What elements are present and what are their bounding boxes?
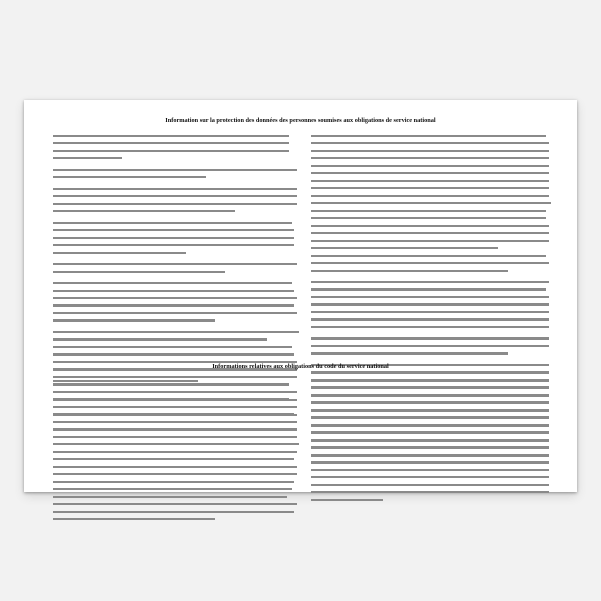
text-ink (311, 476, 549, 478)
text-ink (53, 150, 289, 152)
text-line (311, 165, 551, 171)
text-line (311, 281, 551, 287)
text-line (311, 432, 551, 438)
text-line (53, 304, 299, 310)
text-line (311, 195, 551, 201)
text-line (311, 240, 551, 246)
text-line (53, 244, 299, 250)
text-line (311, 337, 551, 343)
text-ink (311, 425, 549, 427)
text-ink (53, 244, 294, 246)
text-line (53, 338, 299, 344)
text-line (311, 225, 551, 231)
text-line (53, 473, 299, 479)
text-ink (53, 488, 292, 490)
text-ink (53, 511, 294, 513)
text-ink (311, 462, 549, 464)
text-ink (53, 210, 235, 212)
text-ink (53, 169, 297, 171)
paragraph-gap (53, 325, 299, 329)
text-line (53, 391, 299, 397)
text-line (311, 202, 551, 208)
text-line (53, 451, 299, 457)
text-ink (311, 410, 549, 412)
text-line (53, 142, 299, 148)
paragraph-gap (311, 358, 551, 362)
text-line (53, 429, 299, 435)
text-line (311, 455, 551, 461)
text-line (53, 203, 299, 209)
text-ink (53, 252, 186, 254)
text-line (53, 481, 299, 487)
text-ink (53, 518, 215, 520)
text-ink (311, 142, 549, 144)
upper-left-column (53, 133, 299, 524)
text-line (311, 255, 551, 261)
text-line (53, 237, 299, 243)
text-ink (311, 157, 549, 159)
text-line (53, 518, 299, 524)
text-line (53, 406, 299, 412)
text-ink (311, 402, 549, 404)
text-ink (311, 326, 549, 328)
text-line (53, 353, 299, 359)
text-line (53, 150, 299, 156)
text-ink (311, 195, 549, 197)
text-ink (311, 296, 549, 298)
text-ink (311, 432, 549, 434)
text-ink (53, 458, 294, 460)
text-ink (53, 312, 297, 314)
text-line (53, 346, 299, 352)
text-ink (53, 229, 294, 231)
text-ink (311, 262, 549, 264)
text-ink (53, 421, 297, 423)
text-ink (311, 210, 546, 212)
text-line (311, 402, 551, 408)
text-line (311, 476, 551, 482)
text-ink (53, 176, 206, 178)
text-ink (311, 232, 549, 234)
text-ink (311, 270, 508, 272)
text-line (311, 469, 551, 475)
text-ink (311, 303, 549, 305)
text-ink (311, 387, 549, 389)
text-line (311, 371, 551, 377)
text-line (311, 311, 551, 317)
text-line (53, 297, 299, 303)
text-ink (311, 491, 549, 493)
text-ink (53, 391, 297, 393)
text-line (53, 222, 299, 228)
paragraph-gap (53, 163, 299, 167)
paragraph-gap (53, 216, 299, 220)
text-line (311, 232, 551, 238)
paragraph-gap (53, 385, 299, 389)
text-ink (53, 271, 225, 273)
text-ink (53, 414, 297, 416)
text-line (53, 466, 299, 472)
text-ink (311, 417, 549, 419)
text-ink (311, 240, 549, 242)
document-page (24, 100, 577, 492)
text-line (311, 262, 551, 268)
text-ink (53, 466, 297, 468)
text-ink (53, 346, 292, 348)
text-ink (53, 290, 294, 292)
text-line (311, 499, 551, 505)
text-line (53, 188, 299, 194)
text-ink (311, 187, 549, 189)
text-line (311, 172, 551, 178)
text-line (311, 417, 551, 423)
text-line (311, 491, 551, 497)
text-line (311, 217, 551, 223)
text-ink (53, 195, 297, 197)
text-line (311, 410, 551, 416)
text-ink (311, 311, 549, 313)
text-ink (53, 188, 297, 190)
text-line (53, 331, 299, 337)
paragraph-gap (53, 276, 299, 280)
text-ink (53, 406, 297, 408)
text-ink (53, 135, 289, 137)
text-ink (311, 202, 551, 204)
text-ink (53, 142, 289, 144)
text-line (311, 150, 551, 156)
text-line (53, 312, 299, 318)
text-line (311, 380, 551, 386)
text-ink (311, 247, 498, 249)
text-line (53, 443, 299, 449)
lower-right-column (311, 378, 551, 468)
text-ink (311, 337, 549, 339)
text-ink (53, 304, 294, 306)
text-ink (53, 503, 297, 505)
text-ink (53, 203, 297, 205)
text-ink (311, 469, 549, 471)
text-ink (311, 352, 508, 354)
text-ink (311, 217, 546, 219)
text-ink (311, 440, 549, 442)
text-ink (53, 338, 267, 340)
text-line (53, 436, 299, 442)
text-line (311, 462, 551, 468)
text-line (53, 290, 299, 296)
text-ink (311, 165, 549, 167)
text-line (311, 210, 551, 216)
text-ink (311, 318, 549, 320)
text-line (311, 180, 551, 186)
text-ink (311, 255, 546, 257)
text-ink (311, 484, 549, 486)
text-line (53, 263, 299, 269)
text-line (53, 169, 299, 175)
text-line (311, 447, 551, 453)
text-line (53, 511, 299, 517)
text-line (53, 488, 299, 494)
text-line (311, 345, 551, 351)
paragraph-gap (311, 275, 551, 279)
text-line (53, 399, 299, 405)
text-ink (53, 331, 299, 333)
text-ink (311, 135, 546, 137)
section-title-service-obligations: Informations relatives aux obligations du code du service national (212, 363, 389, 370)
text-ink (311, 455, 549, 457)
text-ink (53, 451, 297, 453)
text-ink (53, 380, 198, 382)
text-ink (311, 345, 549, 347)
text-ink (311, 447, 549, 449)
text-ink (53, 319, 215, 321)
section-title-data-protection: Information sur la protection des données des personnes soumises aux obligations de service national (165, 117, 436, 124)
text-ink (53, 429, 297, 431)
text-ink (311, 225, 549, 227)
text-line (311, 395, 551, 401)
text-ink (311, 380, 549, 382)
text-line (53, 496, 299, 502)
text-line (311, 135, 551, 141)
paragraph-gap (53, 257, 299, 261)
text-line (53, 282, 299, 288)
text-ink (311, 150, 549, 152)
text-ink (53, 263, 297, 265)
text-ink (311, 281, 549, 283)
text-ink (53, 282, 292, 284)
text-line (311, 247, 551, 253)
text-ink (53, 481, 294, 483)
text-ink (53, 353, 294, 355)
text-ink (53, 157, 122, 159)
text-line (53, 135, 299, 141)
text-line (311, 440, 551, 446)
text-line (311, 425, 551, 431)
text-line (53, 229, 299, 235)
text-line (311, 296, 551, 302)
text-line (311, 288, 551, 294)
paragraph-gap (53, 182, 299, 186)
text-ink (311, 288, 546, 290)
text-ink (311, 395, 549, 397)
text-ink (53, 399, 297, 401)
text-ink (53, 297, 297, 299)
lower-left-column (53, 378, 299, 434)
text-line (311, 387, 551, 393)
text-ink (53, 443, 299, 445)
text-ink (53, 473, 297, 475)
text-line (53, 195, 299, 201)
text-ink (311, 371, 549, 373)
text-line (311, 142, 551, 148)
text-ink (311, 180, 549, 182)
text-line (311, 187, 551, 193)
text-ink (53, 222, 292, 224)
text-ink (53, 436, 297, 438)
paragraph-gap (311, 332, 551, 336)
text-line (53, 458, 299, 464)
text-line (53, 414, 299, 420)
text-line (53, 503, 299, 509)
text-ink (311, 172, 549, 174)
text-line (311, 157, 551, 163)
text-ink (53, 496, 287, 498)
text-ink (53, 237, 294, 239)
text-line (53, 421, 299, 427)
text-line (311, 303, 551, 309)
text-ink (311, 499, 383, 501)
text-line (311, 484, 551, 490)
text-line (311, 318, 551, 324)
